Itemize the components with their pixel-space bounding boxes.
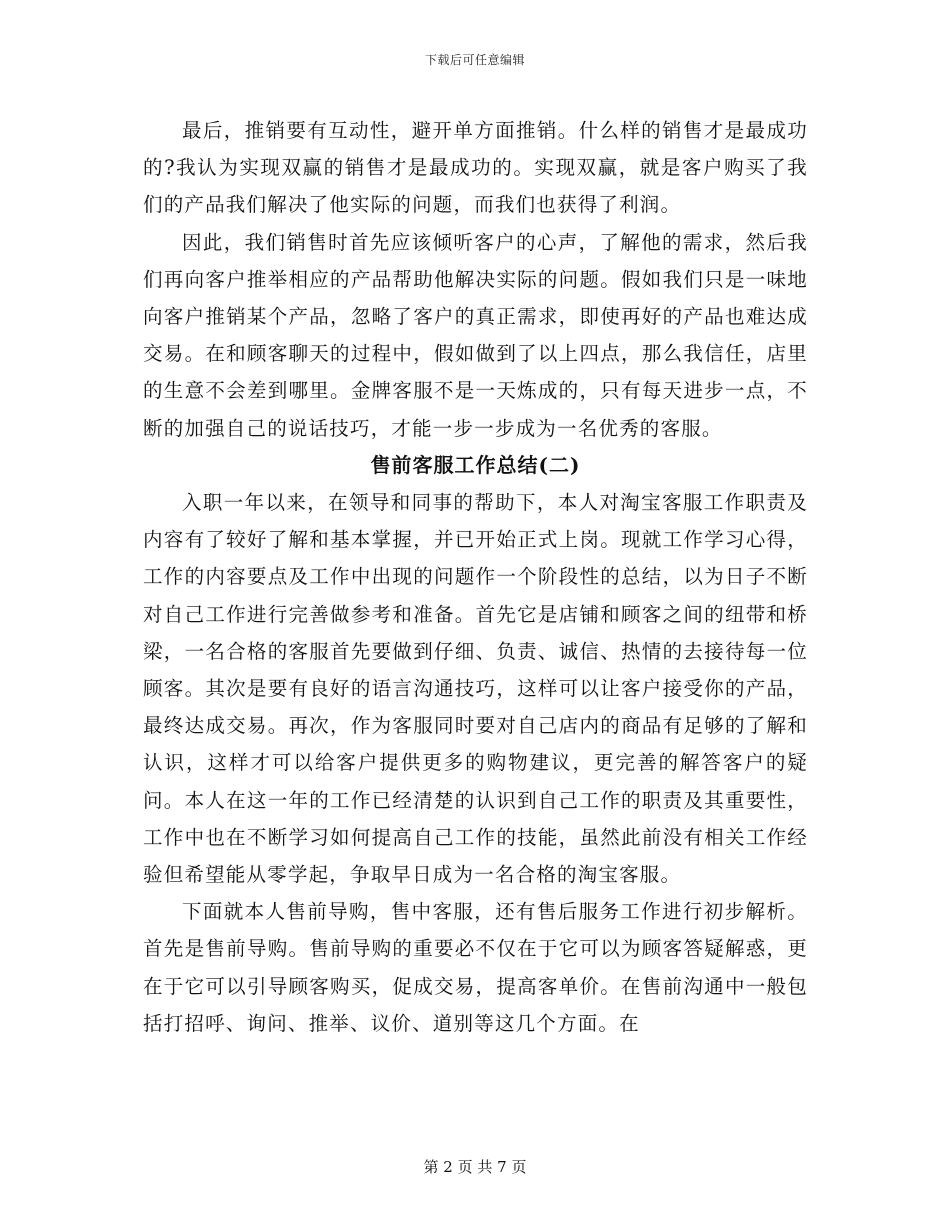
paragraph-one-year-summary: 入职一年以来，在领导和同事的帮助下，本人对淘宝客服工作职责及内容有了较好了解和基本掌握，并已开始正式上岗。现就工作学习心得，工作的内容要点及工作中出现的问题作一个阶段性的总结，以为日子不断对自己工作进行完善做参考和准备。首先它是店铺和顾客之间的纽带和桥梁，一名合格的客服首先要做到仔细、负责、诚信、热情的去接待每一位顾客。其次是要有良好的语言沟通技巧，这样可以让客户接受你的产品，最终达成交易。再次，作为客服同时要对自己店内的商品有足够的了解和认识，这样才可以给客户提供更多的购物建议，更完善的解答客户的疑问。本人在这一年的工作已经清楚的认识到自己工作的职责及其重要性，工作中也在不断学习如何提高自己工作的技能，虽然此前没有相关工作经验但希望能从零学起，争取早日成为一名合格的淘宝客服。 (143, 491, 808, 887)
paragraph-conclusion-win-win: 最后，推销要有互动性，避开单方面推销。什么样的销售才是最成功的?我认为实现双赢的销售才是最成功的。实现双赢，就是客户购买了我们的产品我们解决了他实际的问题，而我们也获得了利润。 (143, 119, 808, 217)
paragraph-presales-guide: 下面就本人售前导购，售中客服，还有售后服务工作进行初步解析。首先是售前导购。售前导购的重要必不仅在于它可以为顾客答疑解惑，更在于它可以引导顾客购买，促成交易，提高客单价。在售前沟通中一般包括打招呼、询问、推举、议价、道别等这几个方面。在 (143, 900, 808, 1035)
paragraph-listen-to-customer: 因此，我们销售时首先应该倾听客户的心声，了解他的需求，然后我们再向客户推举相应的产品帮助他解决实际的问题。假如我们只是一味地向客户推销某个产品，忽略了客户的真正需求，即使再好的产品也难达成交易。在和顾客聊天的过程中，假如做到了以上四点，那么我信任，店里的生意不会差到哪里。金牌客服不是一天炼成的，只有每天进步一点，不断的加强自己的说话技巧，才能一步一步成为一名优秀的客服。 (143, 230, 808, 440)
document-body (143, 112, 808, 1042)
page-header: 下载后可任意编辑 (424, 53, 525, 67)
page-number: 第 2 页 共 7 页 (423, 1158, 527, 1176)
section-title: 售前客服工作总结(二) (370, 452, 581, 477)
